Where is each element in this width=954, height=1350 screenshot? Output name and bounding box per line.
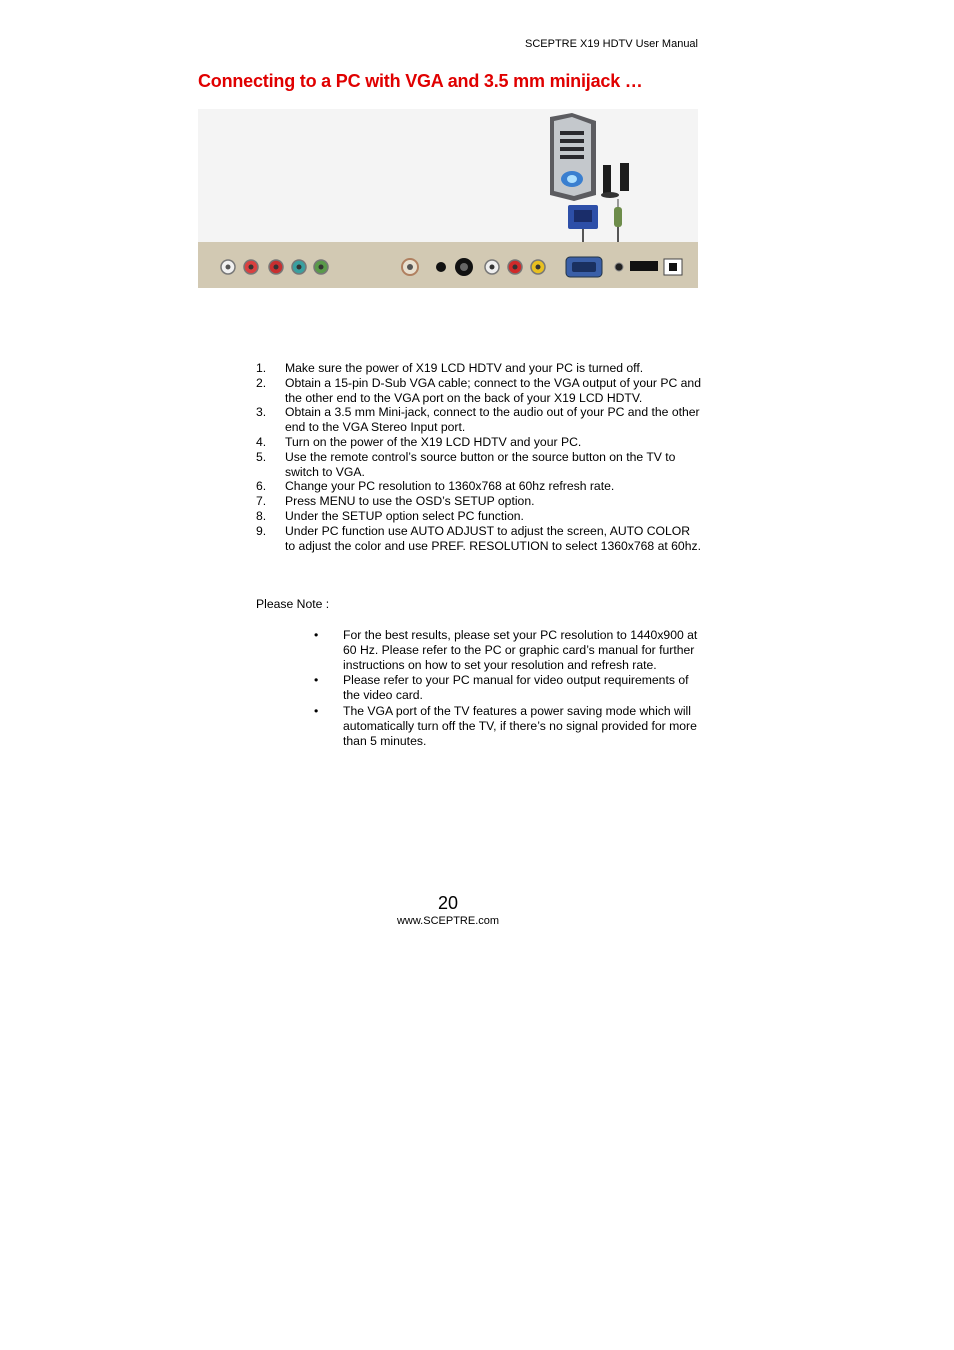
- step-item: [256, 376, 702, 406]
- step-number: 2.: [256, 375, 267, 390]
- note-label: Please Note :: [256, 597, 330, 611]
- note-text: The VGA port of the TV features a power saving mode which will automatically turn off the TV, if there’s no signal provided for more than 5 minutes.: [343, 703, 697, 748]
- step-item: [256, 524, 702, 554]
- note-item: [314, 704, 698, 748]
- pc-tower-image: [550, 113, 596, 201]
- step-item: [256, 405, 702, 435]
- instruction-steps: [256, 361, 702, 553]
- step-number: 8.: [256, 508, 267, 523]
- step-item: [256, 450, 702, 480]
- page-number: 20: [437, 893, 459, 913]
- bullet-glyph: •: [314, 628, 319, 642]
- bullet-glyph: •: [314, 673, 319, 688]
- note-item: [314, 628, 698, 672]
- note-text: Please refer to your PC manual for video output requirements of the video card.: [343, 673, 689, 703]
- step-number: 4.: [256, 434, 267, 449]
- step-number: 1.: [256, 361, 267, 375]
- step-item: [256, 361, 702, 376]
- step-item: [256, 435, 702, 450]
- step-number: 9.: [256, 523, 267, 538]
- step-text: Use the remote control’s source button or the source button on the TV to switch to VGA.: [285, 449, 676, 479]
- step-number: 6.: [256, 479, 267, 494]
- step-text: Press MENU to use the OSD’s SETUP option.: [285, 494, 535, 509]
- step-number: 5.: [256, 449, 267, 464]
- step-text: Obtain a 3.5 mm Mini-jack, connect to the audio out of your PC and the other end to the VGA Stereo Input port.: [285, 405, 700, 435]
- step-text: Make sure the power of X19 LCD HDTV and your PC is turned off.: [285, 361, 644, 375]
- manual-header: SCEPTRE X19 HDTV User Manual: [525, 38, 698, 50]
- step-text: Under PC function use AUTO ADJUST to adjust the screen, AUTO COLOR to adjust the color and use PREF. RESOLUTION to select 1360x768 at 60hz.: [285, 523, 701, 553]
- website-footer: www.SCEPTRE.com: [396, 915, 500, 927]
- step-number: 7.: [256, 494, 267, 509]
- note-bullets: [314, 628, 698, 749]
- connection-diagram: [198, 109, 698, 288]
- note-text: For the best results, please set your PC resolution to 1440x900 at 60 Hz. Please refer to the PC or graphic card’s manual for further instructions on how to set your resolution and refresh rate.: [343, 628, 698, 672]
- step-text: Turn on the power of the X19 LCD HDTV and your PC.: [285, 434, 582, 449]
- step-item: [256, 494, 702, 509]
- step-item: [256, 479, 702, 494]
- note-item: [314, 673, 698, 703]
- section-title: Connecting to a PC with VGA and 3.5 mm minijack …: [198, 71, 643, 91]
- step-item: [256, 509, 702, 524]
- step-number: 3.: [256, 405, 267, 420]
- step-text: Under the SETUP option select PC function.: [285, 508, 524, 523]
- bullet-glyph: •: [314, 703, 319, 718]
- step-text: Change your PC resolution to 1360x768 at 60hz refresh rate.: [285, 479, 615, 494]
- step-text: Obtain a 15-pin D-Sub VGA cable; connect to the VGA output of your PC and the other end to the VGA port on the back of your X19 LCD HDTV.: [285, 375, 701, 405]
